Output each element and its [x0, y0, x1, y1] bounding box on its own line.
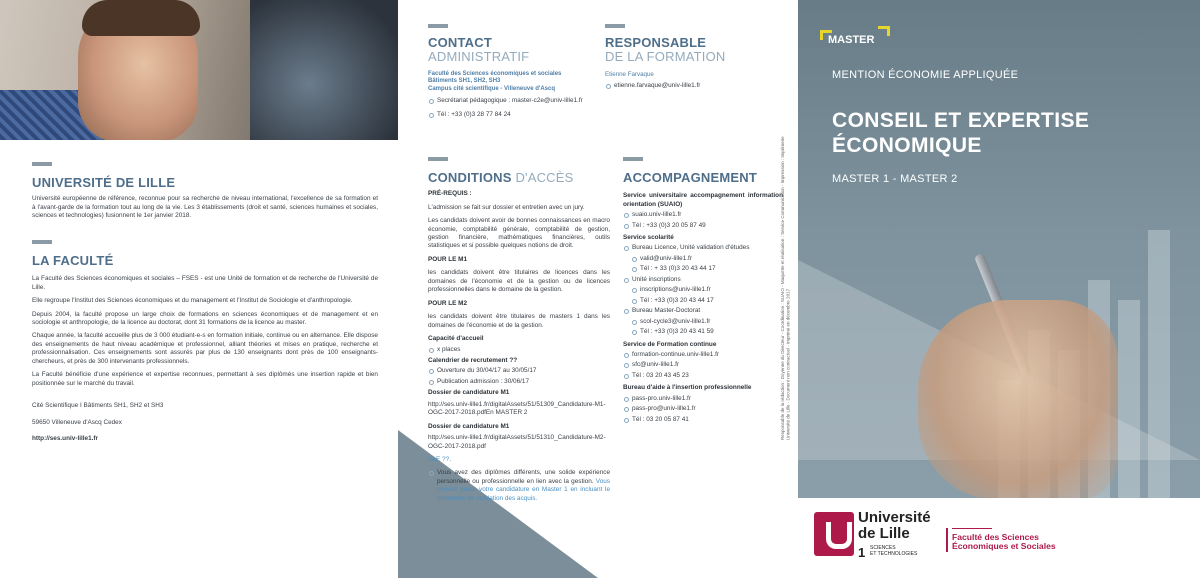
logo-sub [870, 546, 917, 557]
logo-name-line-2: de Lille [858, 524, 910, 542]
responsable-title [605, 36, 785, 65]
formation-continue-item: Tél : 03 20 43 45 23 [623, 372, 783, 380]
contact-list [428, 97, 598, 119]
formation-continue-item[interactable]: sfc@univ-lille1.fr [623, 361, 783, 369]
logo-sub-line-1: SCIENCES [870, 545, 896, 551]
hand-image [918, 300, 1118, 500]
section-bar [428, 24, 448, 28]
logo-band [798, 498, 1200, 578]
bureau-insertion-item: Tél : 03 20 05 87 41 [623, 416, 783, 424]
universite-text: Université européenne de référence, reconnue pour sa recherche de niveau international, l'excellence de sa formation et à l'avant-garde de la formation tout au long de la vie. Les 3 établissements (droit et santé, sciences humaines et sociales, sciences et technologies) fusionnent le 1er janvier 2018. [32, 195, 378, 220]
responsable-email[interactable]: etienne.farvaque@univ-lille1.fr [605, 82, 785, 90]
bureau-licence: Bureau Licence, Unité validation d'études [623, 244, 783, 252]
faculte-paragraph: La Faculté bénéficie d'une expérience et expertise reconnues, permettant à ses diplômés une insertion rapide et bien positionnée sur le marché du travail. [32, 371, 378, 387]
fses-line-2: Économiques et Sociales [952, 541, 1056, 552]
prereq-text-1: L'admission se fait sur dossier et entretien avec un jury. [428, 203, 585, 211]
photo-hair [82, 0, 200, 36]
contact-phone: Tél : +33 (0)3 28 77 84 24 [428, 111, 598, 119]
cover-panel [798, 0, 1200, 578]
conditions-section [428, 157, 610, 505]
contact-buildings: Bâtiments SH1, SH2, SH3 [428, 78, 501, 85]
conditions-title [428, 169, 610, 186]
logo-number: 1 [858, 545, 866, 560]
faculte-paragraph: Elle regroupe l'Institut des Sciences économiques et du management et l'Institut de Sociologie et d'anthropologie. [32, 297, 353, 305]
accompagnement-title: ACCOMPAGNEMENT [623, 170, 757, 185]
faculte-address-2: 59650 Villeneuve d'Ascq Cedex [32, 418, 122, 426]
fses-logo [946, 528, 1096, 552]
unite-inscriptions-item: Tél : +33 (0)3 20 43 44 17 [631, 297, 783, 305]
master-tag-label: MASTER [828, 34, 875, 46]
contact-org: Faculté des Sciences économiques et sociales [428, 70, 562, 77]
contact-campus: Campus cité scientifique - Villeneuve d'Ascq [428, 85, 556, 92]
photo-background [250, 0, 398, 140]
left-panel [0, 0, 398, 578]
middle-panel [398, 0, 798, 578]
responsable-section [605, 24, 785, 92]
suaio-item: Tél : +33 (0)3 20 05 87 49 [623, 222, 783, 230]
logo-name [858, 510, 931, 542]
contact-title-light: ADMINISTRATIF [428, 49, 530, 65]
dossier-m1-label: Dossier de candidature M1 [428, 389, 510, 397]
suaio-label: Service universitaire accompagnement information orientation (SUAIO) [623, 192, 783, 208]
master-levels: MASTER 1 - MASTER 2 [832, 173, 958, 185]
faculte-paragraph: Chaque année, la faculté accueille plus de 3 000 étudiant-e-s en formation initiale, continue ou en alternance. Elle dispose des enseignements de haut niveau académique et professionnel, alliant théories et mises en pratique, recherche et professionnalisation. Ces enseignements sont assurés par plus de 130 enseignants dont près de 100 enseignants-chercheurs, et près de 300 intervenants professionnels. [32, 332, 378, 365]
faculte-section [32, 240, 378, 449]
capacite-label: Capacité d'accueil [428, 335, 484, 343]
vae-item [428, 469, 610, 503]
cover-title [832, 108, 1089, 158]
bureau-licence-item[interactable]: valid@univ-lille1.fr [631, 255, 783, 263]
m2-text: les candidats doivent être titulaires de masters 1 dans les domaines de l'économie et de la gestion. [428, 313, 610, 329]
bureau-insertion-item[interactable]: pass-pro.univ-lille1.fr [623, 395, 783, 403]
faculte-title: LA FACULTÉ [32, 253, 114, 268]
cover-title-line-1: CONSEIL ET EXPERTISE [832, 109, 1090, 132]
faculte-address-1: Cité Scientifique I Bâtiments SH1, SH2 et SH3 [32, 402, 164, 410]
tag-corner [820, 30, 832, 40]
tag-corner [878, 26, 890, 36]
bureau-master: Bureau Master-Doctorat [623, 307, 783, 315]
vae-text: Vous avez des diplômes différents, une solide expérience personnelle ou professionnelle en lien avec la gestion. [437, 469, 610, 485]
contact-section [428, 24, 598, 121]
bureau-insertion-item[interactable]: pass-pro@univ-lille1.fr [623, 405, 783, 413]
conditions-title-light: D'ACCÈS [515, 170, 574, 185]
section-bar [32, 162, 52, 166]
capacite-value: x places [428, 346, 610, 354]
cover-title-line-2: ÉCONOMIQUE [832, 134, 982, 158]
logo-sub-line-2: ET TECHNOLOGIES [870, 550, 918, 557]
dossier-m2-link[interactable]: http://ses.univ-lille1.fr/digitalAssets/51/51310_Candidature-M2-OGC-2017-2018.pdf [428, 434, 606, 450]
faculte-url[interactable]: http://ses.univ-lille1.fr [32, 435, 99, 443]
mention-label: MENTION ÉCONOMIE APPLIQUÉE [832, 69, 1019, 81]
section-bar [623, 157, 643, 161]
scolarite-label: Service scolarité [623, 233, 674, 241]
prereq-label: PRÉ-REQUIS : [428, 190, 472, 198]
bureau-licence-item: Tél : + 33 (0)3 20 43 44 17 [631, 265, 783, 273]
unite-inscriptions-item[interactable]: inscriptions@univ-lille1.fr [631, 286, 783, 294]
universite-section [32, 162, 378, 226]
credits-vertical-text: Responsable de la rédaction : Doyenne du Directeur - Coordination : SUAIO - Maquette et réalisation : Service Communication - Impression : Imprimerie Université de Lille - Document non contractuel - Imprimé en décembre 2017 [780, 136, 791, 440]
formation-continue-label: Service de Formation continue [623, 340, 717, 348]
accompagnement-section [623, 157, 783, 426]
calendrier-item: Ouverture du 30/04/17 au 30/05/17 [428, 367, 610, 375]
bureau-master-item[interactable]: scol-cycle3@univ-lille1.fr [631, 318, 783, 326]
section-bar [32, 240, 52, 244]
suaio-item[interactable]: suaio.univ-lille1.fr [623, 211, 783, 219]
master-tag [820, 30, 882, 51]
m2-label: POUR LE M2 [428, 299, 468, 307]
contact-title [428, 36, 598, 65]
universite-title: UNIVERSITÉ DE LILLE [32, 175, 176, 190]
fses-line [952, 528, 992, 529]
formation-continue-item[interactable]: formation-continue.univ-lille1.fr [623, 351, 783, 359]
faculte-paragraph: La Faculté des Sciences économiques et sociales – FSES - est une Unité de formation et de recherche de l'Université de Lille. [32, 275, 378, 291]
dossier-m2-label: Dossier de candidature M1 [428, 422, 510, 430]
logo-name-line-1: Université [858, 509, 931, 526]
prereq-text-2: Les candidats doivent avoir de bonnes connaissances en macro économie, comptabilité générale, comptabilité de gestion, gestion financière, mathématiques financières, outils statistiques et si possible quelques notions de droit. [428, 217, 610, 250]
m1-text: les candidats doivent être titulaires de licences dans les domaines de l'économie et de la gestion ou de licences professionnelles dans le domaine de la gestion. [428, 269, 610, 294]
m1-label: POUR LE M1 [428, 255, 468, 263]
contact-email[interactable]: Secrétariat pédagogique : master-c2e@univ-lille1.fr [428, 97, 598, 105]
responsable-title-bold: RESPONSABLE [605, 35, 707, 50]
section-bar [428, 157, 448, 161]
dossier-m1-link[interactable]: http://ses.univ-lille1.fr/digitalAssets/51/51309_Candidature-M1-OGC-2017-2018.pdfEn MASTER 2 [428, 400, 606, 417]
vae-blue: Vous pouvez poser votre candidature en Master 1 en incluant le formulaire de validation des acquis. [437, 477, 610, 502]
universite-lille-logo-icon [814, 512, 854, 556]
student-photo [0, 0, 398, 140]
calendrier-item: Publication admission : 30/06/17 [428, 378, 610, 386]
faculte-paragraph: Depuis 2004, la faculté propose un large choix de formations en sciences économiques et de management et en sociologie et anthropologie, de la licence au doctorat, dont 31 formations de la licence au master. [32, 310, 378, 326]
bureau-master-item: Tél : +33 (0)3 20 43 41 59 [631, 328, 783, 336]
unite-inscriptions: Unité inscriptions [623, 276, 783, 284]
fses-line-1: Faculté des Sciences [952, 532, 1039, 542]
responsable-title-light: DE LA FORMATION [605, 49, 726, 65]
vae-label: VAE ??. [428, 456, 451, 464]
calendrier-label: Calendrier de recrutement ?? [428, 356, 518, 364]
conditions-title-bold: CONDITIONS [428, 170, 512, 185]
bureau-insertion-label: Bureau d'aide à l'insertion professionnelle [623, 384, 752, 392]
section-bar [605, 24, 625, 28]
contact-title-bold: CONTACT [428, 35, 492, 50]
responsable-name: Etienne Farvaque [605, 70, 654, 78]
